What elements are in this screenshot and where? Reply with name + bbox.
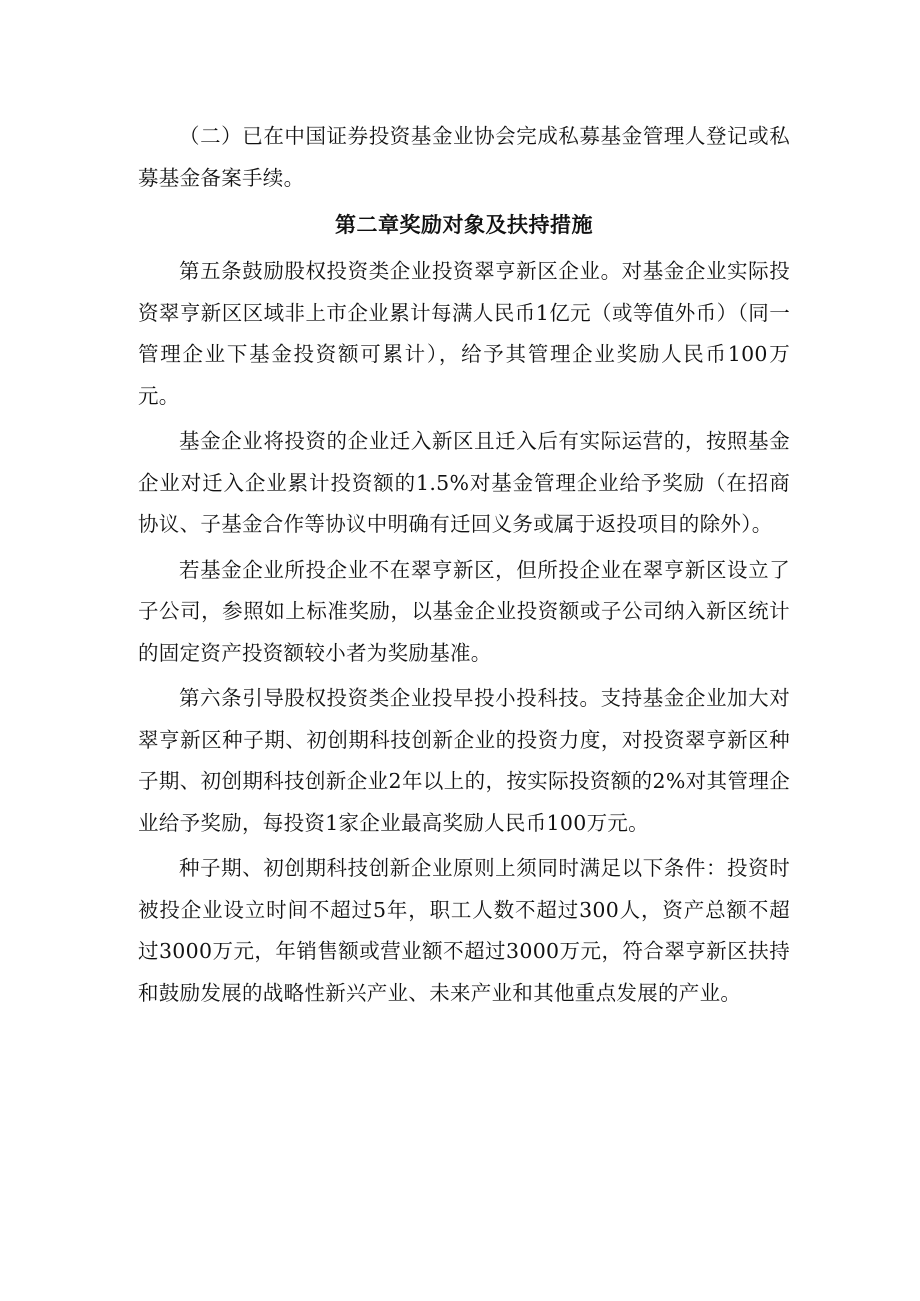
- article-6-paragraph-2: 种子期、初创期科技创新企业原则上须同时满足以下条件：投资时被投企业设立时间不超过5年，职工人数不超过300人，资产总额不超过3000万元，年销售额或营业额不超过3000万元，符合翠亨新区扶持和鼓励发展的战略性新兴产业、未来产业和其他重点发展的产业。: [138, 856, 790, 1005]
- chapter-title: 第二章奖励对象及扶持措施: [335, 213, 593, 237]
- article-5-paragraph-2: 基金企业将投资的企业迁入新区且迁入后有实际运营的，按照基金企业对迁入企业累计投资额的1.5%对基金管理企业给予奖励（在招商协议、子基金合作等协议中明确有迁回义务或属于返投项目的除外）。: [138, 429, 790, 536]
- article-6-paragraph-1: 第六条引导股权投资类企业投早投小投科技。支持基金企业加大对翠亨新区种子期、初创期科技创新企业的投资力度，对投资翠亨新区种子期、初创期科技创新企业2年以上的，按实际投资额的2%对其管理企业给予奖励，每投资1家企业最高奖励人民币100万元。: [138, 686, 790, 835]
- section-item-2-paragraph: （二）已在中国证券投资基金业协会完成私募基金管理人登记或私募基金备案手续。: [138, 124, 790, 190]
- article-5-paragraph-3: 若基金企业所投企业不在翠亨新区，但所投企业在翠亨新区设立了子公司，参照如上标准奖励，以基金企业投资额或子公司纳入新区统计的固定资产投资额较小者为奖励基准。: [138, 557, 790, 665]
- article-5-paragraph-1: 第五条鼓励股权投资类企业投资翠亨新区企业。对基金企业实际投资翠亨新区区域非上市企业累计每满人民币1亿元（或等值外币）（同一管理企业下基金投资额可累计），给予其管理企业奖励人民币100万元。: [138, 259, 790, 408]
- document-body: [138, 116, 790, 1018]
